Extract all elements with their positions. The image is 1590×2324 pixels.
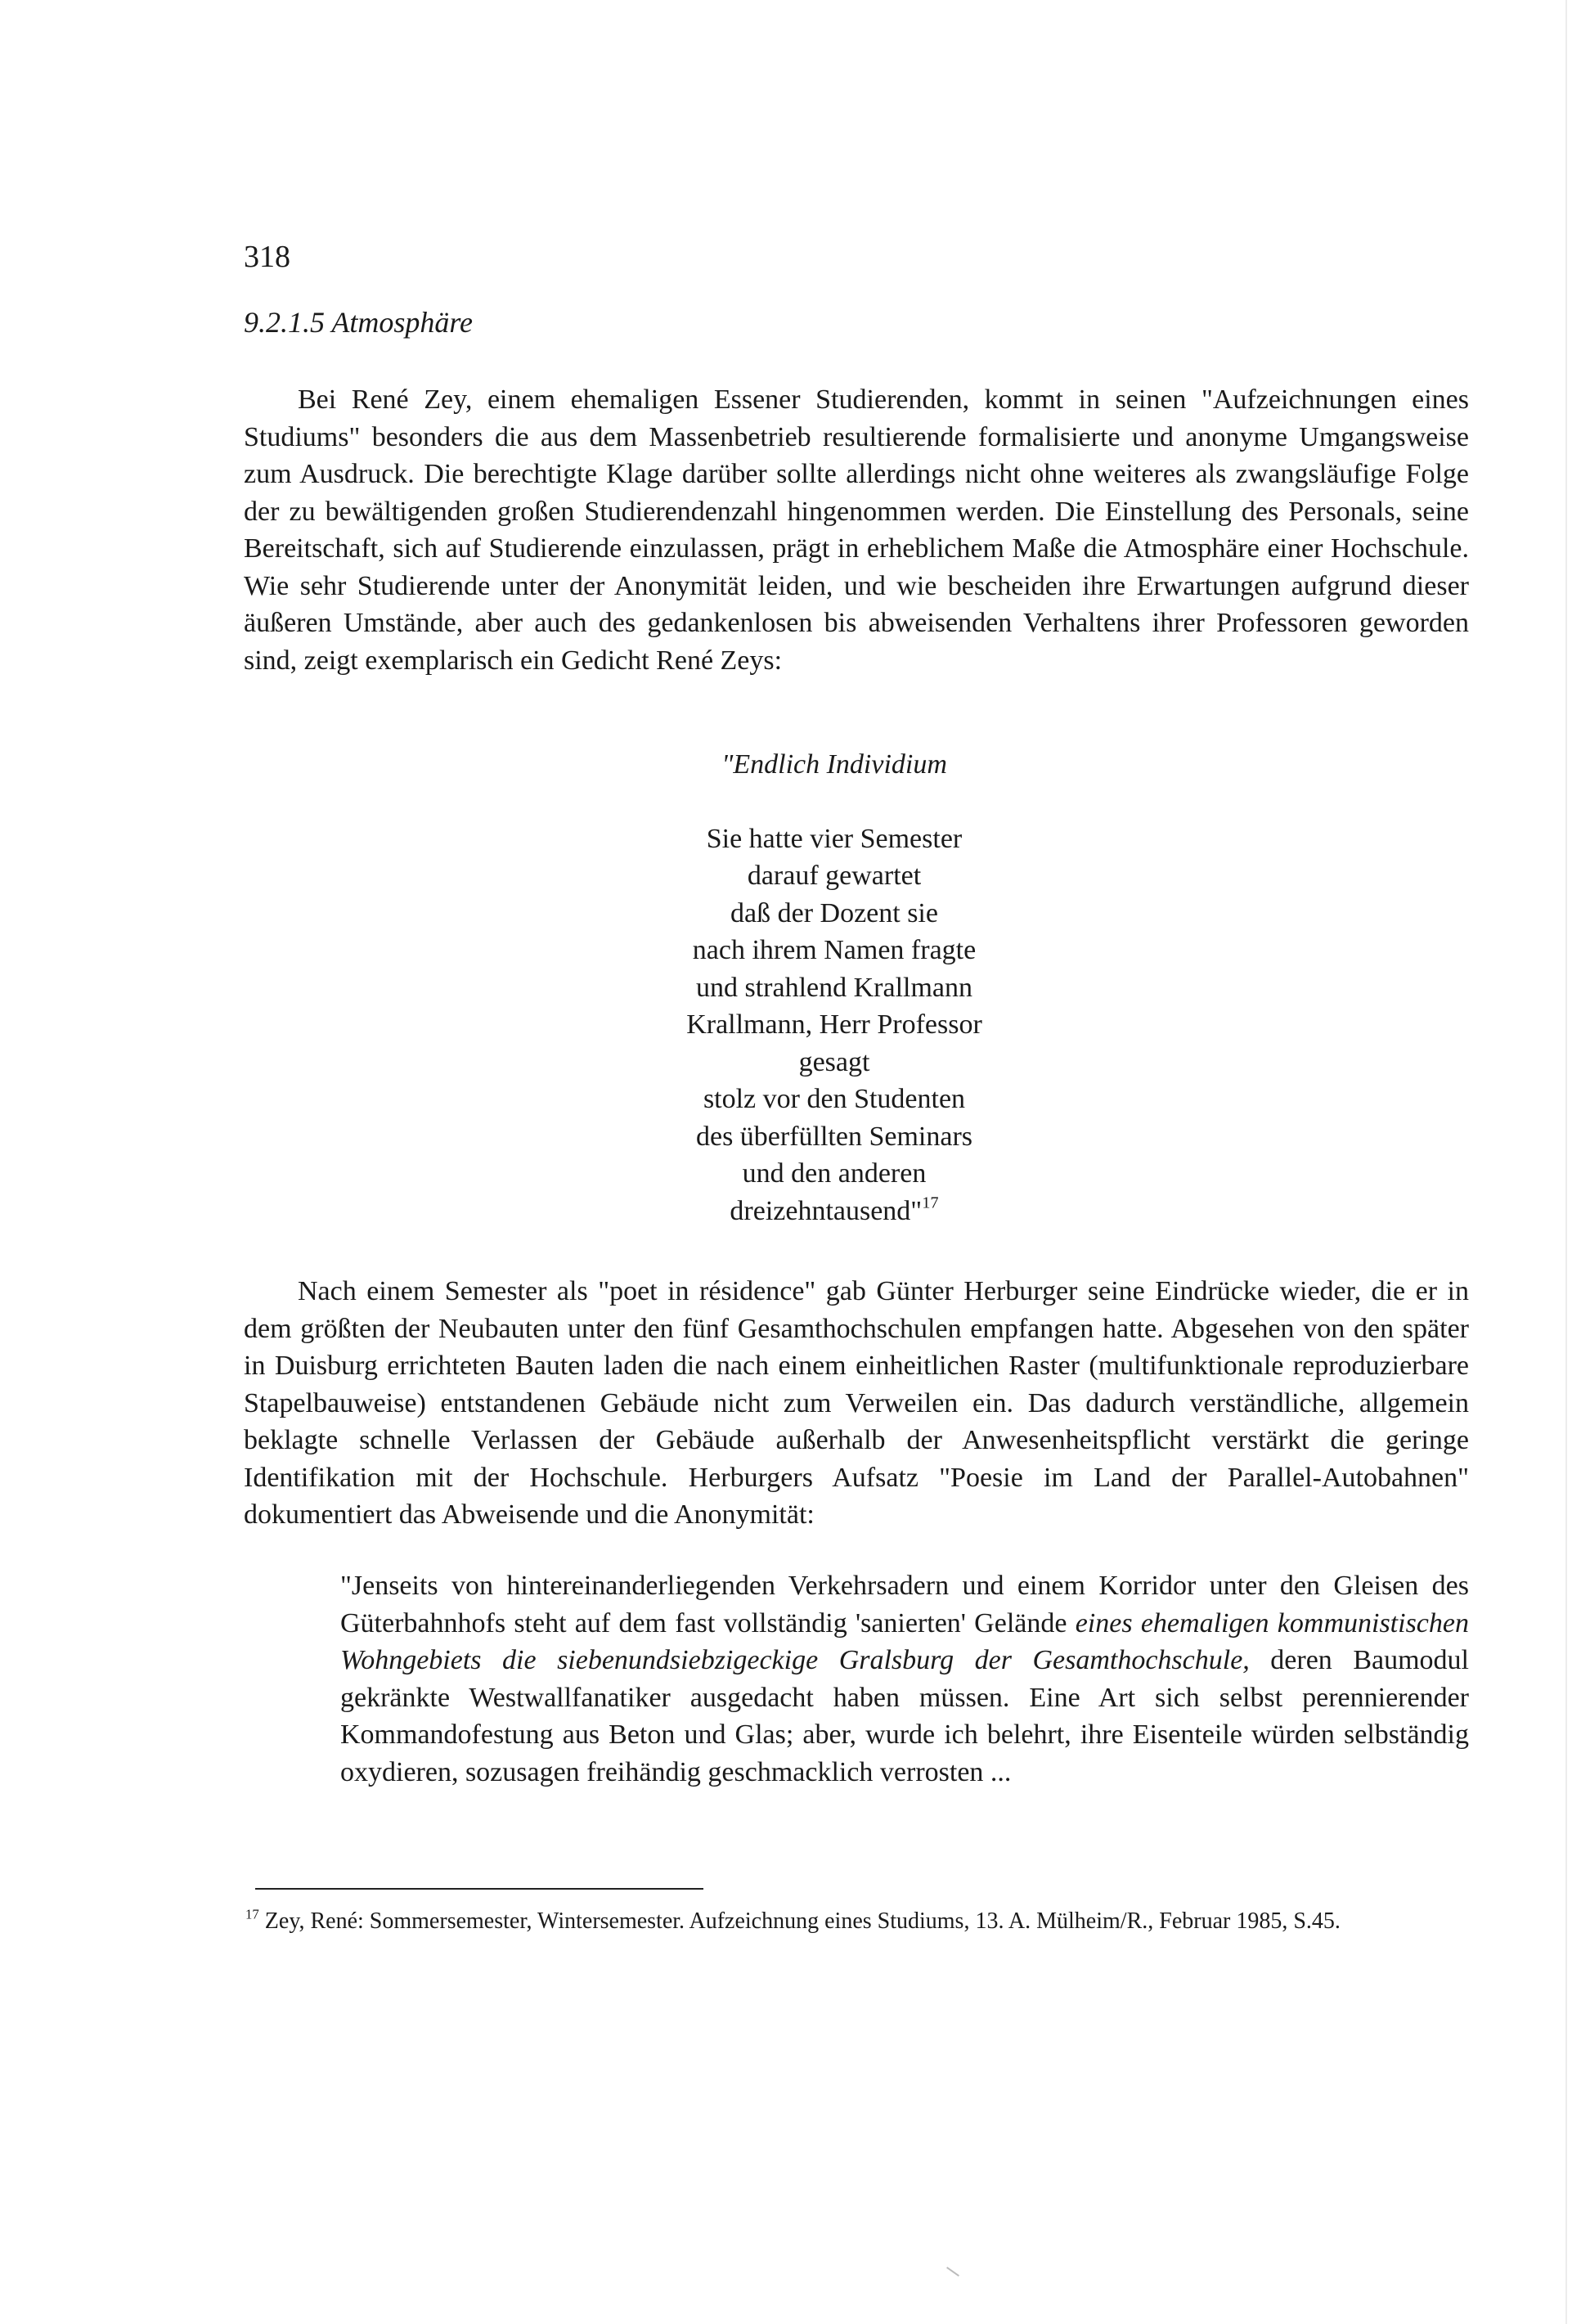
page-number: 318: [244, 240, 290, 274]
poem-line: des überfüllten Seminars: [695, 1121, 973, 1152]
page-edge: [1565, 0, 1567, 2324]
poem-last-line: [523, 1193, 1145, 1230]
quote-text-italic: eines ehemaligen kommunistischen Wohngebiets die siebenundsiebzigeckige Gralsburg der Gesamthochschule,: [340, 1607, 1469, 1675]
poem-line: stolz vor den Studenten: [703, 1084, 966, 1114]
footnote-divider: [255, 1888, 703, 1890]
scan-mark: [946, 2267, 959, 2277]
poem-line: und den anderen: [742, 1158, 927, 1189]
poem-line: und strahlend Krallmann: [695, 972, 973, 1003]
poem-line: daß der Dozent sie: [730, 897, 938, 928]
section-heading: 9.2.1.5 Atmosphäre: [244, 306, 474, 339]
poem-line: gesagt: [798, 1046, 870, 1077]
footnote: [245, 1906, 1469, 1937]
footnote-reference[interactable]: 17: [922, 1193, 939, 1212]
block-quote: [340, 1567, 1469, 1791]
poem-line: darauf gewartet: [747, 861, 922, 891]
poem-line-text: dreizehntausend": [730, 1195, 923, 1226]
paragraph-intro: Bei René Zey, einem ehemaligen Essener Studierenden, kommt in seinen "Aufzeichnungen eines Studiums" besonders die aus dem Massenbetrieb resultierende formalisierte und anonyme Umgangsweise zum Ausdruck. Die berechtigte Klage darüber sollte allerdings nicht ohne weiteres als zwangsläufige Folge der zu bewältigenden großen Studierendenzahl hingenommen werden. Die Einstellung des Personals, seine Bereitschaft, sich auf Studierende einzulassen, prägt in erheblichem Maße die Atmosphäre einer Hochschule. Wie sehr Studierende unter der Anonymität leiden, und wie bescheiden ihre Erwartungen aufgrund dieser äußeren Umstände, aber auch des gedankenlosen bis abweisenden Verhaltens ihrer Professoren geworden sind, zeigt exemplarisch ein Gedicht René Zeys:: [244, 384, 1469, 676]
poem-line: Sie hatte vier Semester: [706, 823, 963, 854]
poem-line: nach ihrem Namen fragte: [692, 935, 977, 965]
footnote-text: Zey, René: Sommersemester, Wintersemester. Aufzeichnung eines Studiums, 13. A. Mülheim/R., Februar 1985, S.45.: [264, 1908, 1341, 1934]
footnote-number: 17: [245, 1906, 259, 1922]
poem-line: Krallmann, Herr Professor: [686, 1009, 982, 1040]
quote-text-end: deren Baumodul gekränkte Westwallfanatiker ausgedacht haben müssen. Eine Art sich selbst perennierender Kommandofestung aus Beton und Glas; aber, wurde ich belehrt, ihre Eisenteile würden selbständig oxydieren, sozusagen freihändig geschmacklich verrosten ...: [340, 1645, 1469, 1787]
paragraph-herburger: Nach einem Semester als "poet in résidence" gab Günter Herburger seine Eindrücke wieder, die er in dem größten der Neubauten unter den fünf Gesamthochschulen empfangen hatte. Abgesehen von den später in Duisburg errichteten Bauten laden die nach einem einheitlichen Raster (multifunktionale reproduzierbare Stapelbauweise) entstandenen Gebäude nicht zum Verweilen ein. Das dadurch verständliche, allgemein beklagte schnelle Verlassen der Gebäude außerhalb der Anwesenheitspflicht verstärkt die geringe Identifikation mit der Hochschule. Herburgers Aufsatz "Poesie im Land der Parallel-Autobahnen" dokumentiert das Abweisende und die Anonymität:: [244, 1276, 1469, 1530]
poem-title: "Endlich Individium: [721, 749, 947, 780]
quote-text-start: "Jenseits von hintereinanderliegenden Verkehrsadern und einem Korridor unter den Gleisen des Güterbahnhofs steht auf dem fast vollständig 'sanierten' Gelände: [340, 1571, 1469, 1638]
poem: [523, 746, 1145, 1229]
